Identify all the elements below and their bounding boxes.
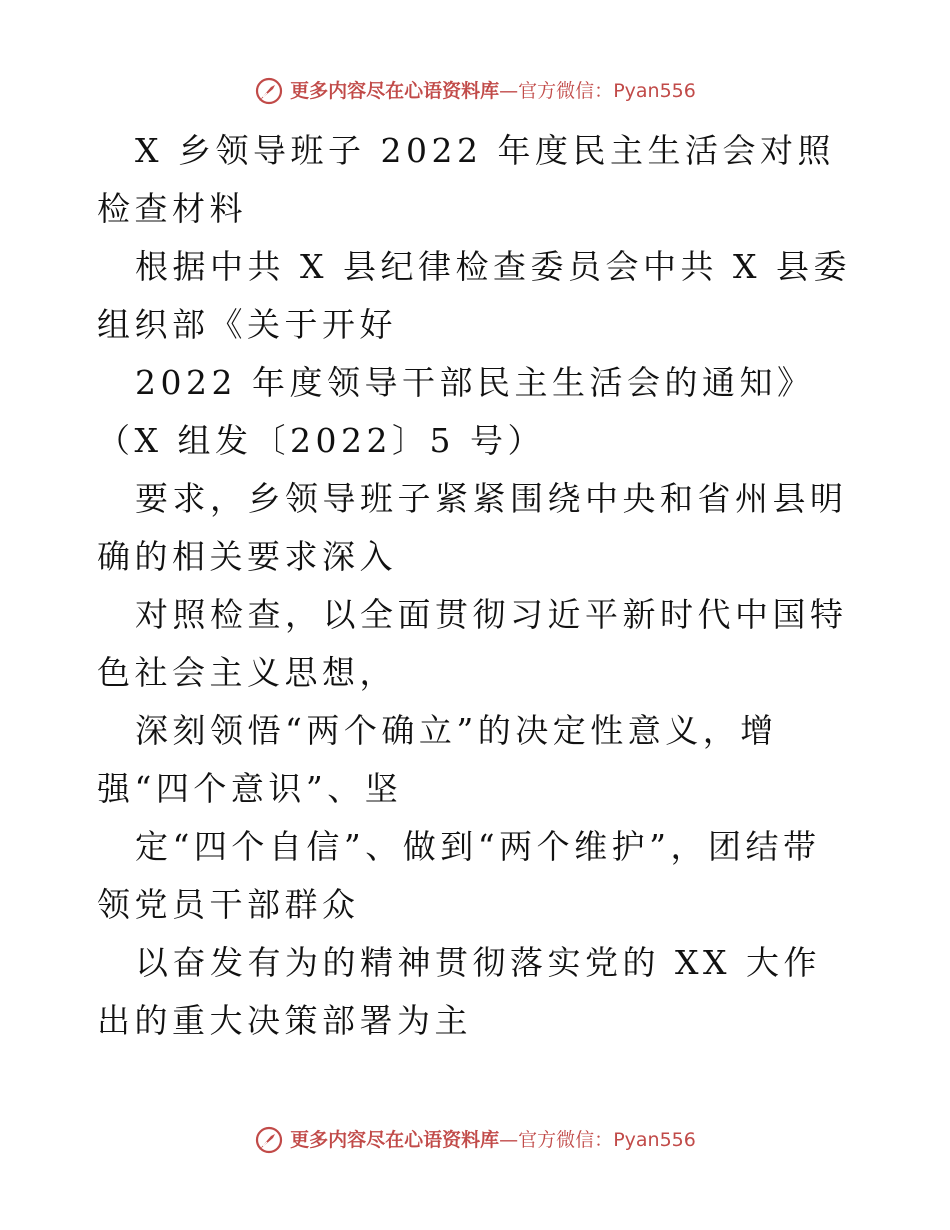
paragraph-2: 2022 年度领导干部民主生活会的通知》（X 组发〔2022〕5 号） (97, 363, 815, 460)
promo-text: 更多内容尽在心语资料库 (290, 80, 500, 102)
wechat-label: 官方微信： (518, 1129, 614, 1151)
promo-dash: — (499, 1129, 519, 1151)
header-banner (0, 76, 950, 106)
wechat-label: 官方微信： (518, 80, 614, 102)
pen-nib-icon (254, 1125, 284, 1155)
wechat-id: Pyan556 (613, 1129, 696, 1151)
paragraph-4: 对照检查，以全面贯彻习近平新时代中国特色社会主义思想， (97, 595, 848, 692)
paragraph-5: 深刻领悟“两个确立”的决定性意义，增强“四个意识”、坚 (97, 711, 778, 808)
document-body (97, 122, 857, 1050)
pen-nib-icon (254, 76, 284, 106)
promo-text: 更多内容尽在心语资料库 (290, 1129, 500, 1151)
paragraph-3: 要求，乡领导班子紧紧围绕中央和省州县明确的相关要求深入 (97, 479, 848, 576)
footer-banner (0, 1125, 950, 1155)
paragraph-7: 以奋发有为的精神贯彻落实党的 XX 大作出的重大决策部署为主 (97, 943, 821, 1040)
paragraph-1: 根据中共 X 县纪律检查委员会中共 X 县委组织部《关于开好 (97, 247, 851, 344)
wechat-id: Pyan556 (613, 80, 696, 102)
promo-dash: — (499, 80, 519, 102)
paragraph-6: 定“四个自信”、做到“两个维护”，团结带领党员干部群众 (97, 827, 821, 924)
document-title: X 乡领导班子 2022 年度民主生活会对照检查材料 (97, 131, 835, 228)
